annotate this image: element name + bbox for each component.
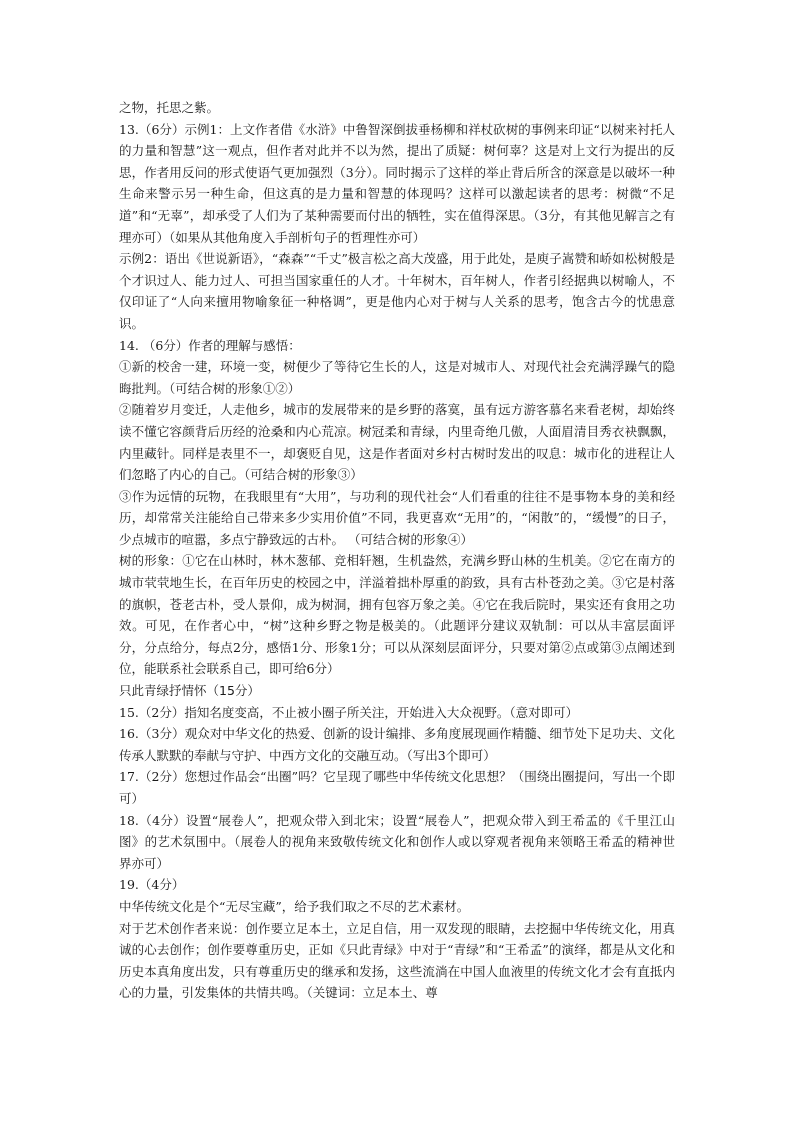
answer-14-tree-images: 树的形象：①它在山林时，林木葱郁、竞相轩翘，生机盎然，充满乡野山林的生机美。②它在南方的城市茕茕地生长，在百年历史的校园之中，洋溢着拙朴厚重的韵致，具有古朴苍劲之美。③它是村落的旗帜，苍老古朴，受人景仰，成为树洞，拥有包容万象之美。④它在我后院时，果实还有食用之功效。可见，在作者心中，“树”这种乡野之物是极美的。（此题评分建议双轨制：可以从丰富层面评分，分点给分，每点2分，感悟1分、形象1分；可以从深刻层面评分，只要对第②点或第③点阐述到位，能联系社会联系自己，即可给6分） xyxy=(119,553,675,677)
answer-19-heading: 19.（4分） xyxy=(119,877,185,893)
document-page xyxy=(119,97,675,1004)
answer-15: 15.（2分）指知名度变高，不止被小圈子所关注，开始进入大众视野。（意对即可） xyxy=(119,704,579,720)
answer-18: 18.（4分）设置“展卷人”，把观众带入到北宋；设置“展卷人”，把观众带入到王希孟的《千里江山图》的艺术氛围中。（展卷人的视角来致敬传统文化和创作人或以穿观者视角来领略王希孟的精神世界亦可） xyxy=(119,812,675,871)
answer-13-example-2: 示例2：语出《世说新语》，“森森”“千丈”极言松之高大茂盛，用于此处，是庾子嵩赞和峤如松树般是个才识过人、能力过人、可担当国家重任的人才。十年树木，百年树人，作者引经据典以树喻人，不仅印证了“人向来擅用物喻象征一种格调”，更是他内心对于树与人关系的思考，饱含古今的忧患意识。 xyxy=(119,251,675,331)
answer-17: 17.（2分）您想过作品会“出圈”吗？它呈现了哪些中华传统文化思想？（围绕出圈提问，写出一个即可） xyxy=(119,769,675,806)
answer-continuation: 之物，托思之紫。 xyxy=(119,100,220,115)
answer-14-heading: 14. （6分）作者的理解与感悟： xyxy=(119,337,301,353)
answer-19-body: 对于艺术创作者来说：创作要立足本土，立足自信，用一双发现的眼睛，去挖掘中华传统文化，用真诚的心去创作；创作要尊重历史，正如《只此青绿》中对于“青绿”和“王希孟”的演绎，都是从文化和历史本真角度出发，只有尊重历史的继承和发扬，这些流淌在中国人血液里的传统文化才会有直抵内心的力量，引发集体的共情共鸣。（关键词：立足本土、尊 xyxy=(119,920,675,1001)
answer-13-example-1: 13.（6分）示例1：上文作者借《水浒》中鲁智深倒拔垂杨柳和祥杖砍树的事例来印证“以树来衬托人的力量和智慧”这一观点，但作者对此并不以为然，提出了质疑：树何辜？这是对上文行为提出的反思，作者用反问的形式使语气更加强烈（3分）。同时揭示了这样的举止背后所含的深意是以破坏一种生命来警示另一种生命，但这真的是力量和智慧的体现吗？这样可以激起读者的思考：树微“不足道”和“无辜”，却承受了人们为了某种需要而付出的牺牲，实在值得深思。（3分，有其他见解言之有理亦可）（如果从其他角度入手剖析句子的哲理性亦可） xyxy=(119,121,675,245)
section-heading: 只此青绿抒情怀（15分） xyxy=(119,683,260,699)
answer-14-point-1: ①新的校舍一建，环境一变，树便少了等待它生长的人，这是对城市人、对现代社会充满浮躁气的隐晦批判。（可结合树的形象①②） xyxy=(119,359,675,396)
answer-16: 16.（3分）观众对中华文化的热爱、创新的设计编排、多角度展现画作精髓、细节处下足功夫、文化传承人默默的奉献与守护、中西方文化的交融互动。（写出3个即可） xyxy=(119,726,675,763)
answer-14-point-3: ③作为远情的玩物，在我眼里有“大用”，与功利的现代社会“人们看重的往往不是事物本身的美和经历，却常常关注能给自己带来多少实用价值”不同，我更喜欢“无用”的，“闲散”的，“缓慢”的日子，少点城市的喧嚣，多点宁静致远的古朴。 （可结合树的形象④） xyxy=(119,488,675,547)
answer-19-intro: 中华传统文化是个“无尽宝藏”，给予我们取之不尽的艺术素材。 xyxy=(119,898,470,914)
answer-14-point-2: ②随着岁月变迁，人走他乡，城市的发展带来的是乡野的落寞，虽有远方游客慕名来看老树，却始终读不懂它容颜背后历经的沧桑和内心荒凉。树冠柔和青绿，内里奇绝几傲，人面眉清目秀衣袂飘飘，内里藏针。同样是表里不一，却褒贬自见，这是作者面对乡村古树时发出的叹息：城市化的进程让人们忽略了内心的自己。（可结合树的形象③） xyxy=(119,402,675,483)
